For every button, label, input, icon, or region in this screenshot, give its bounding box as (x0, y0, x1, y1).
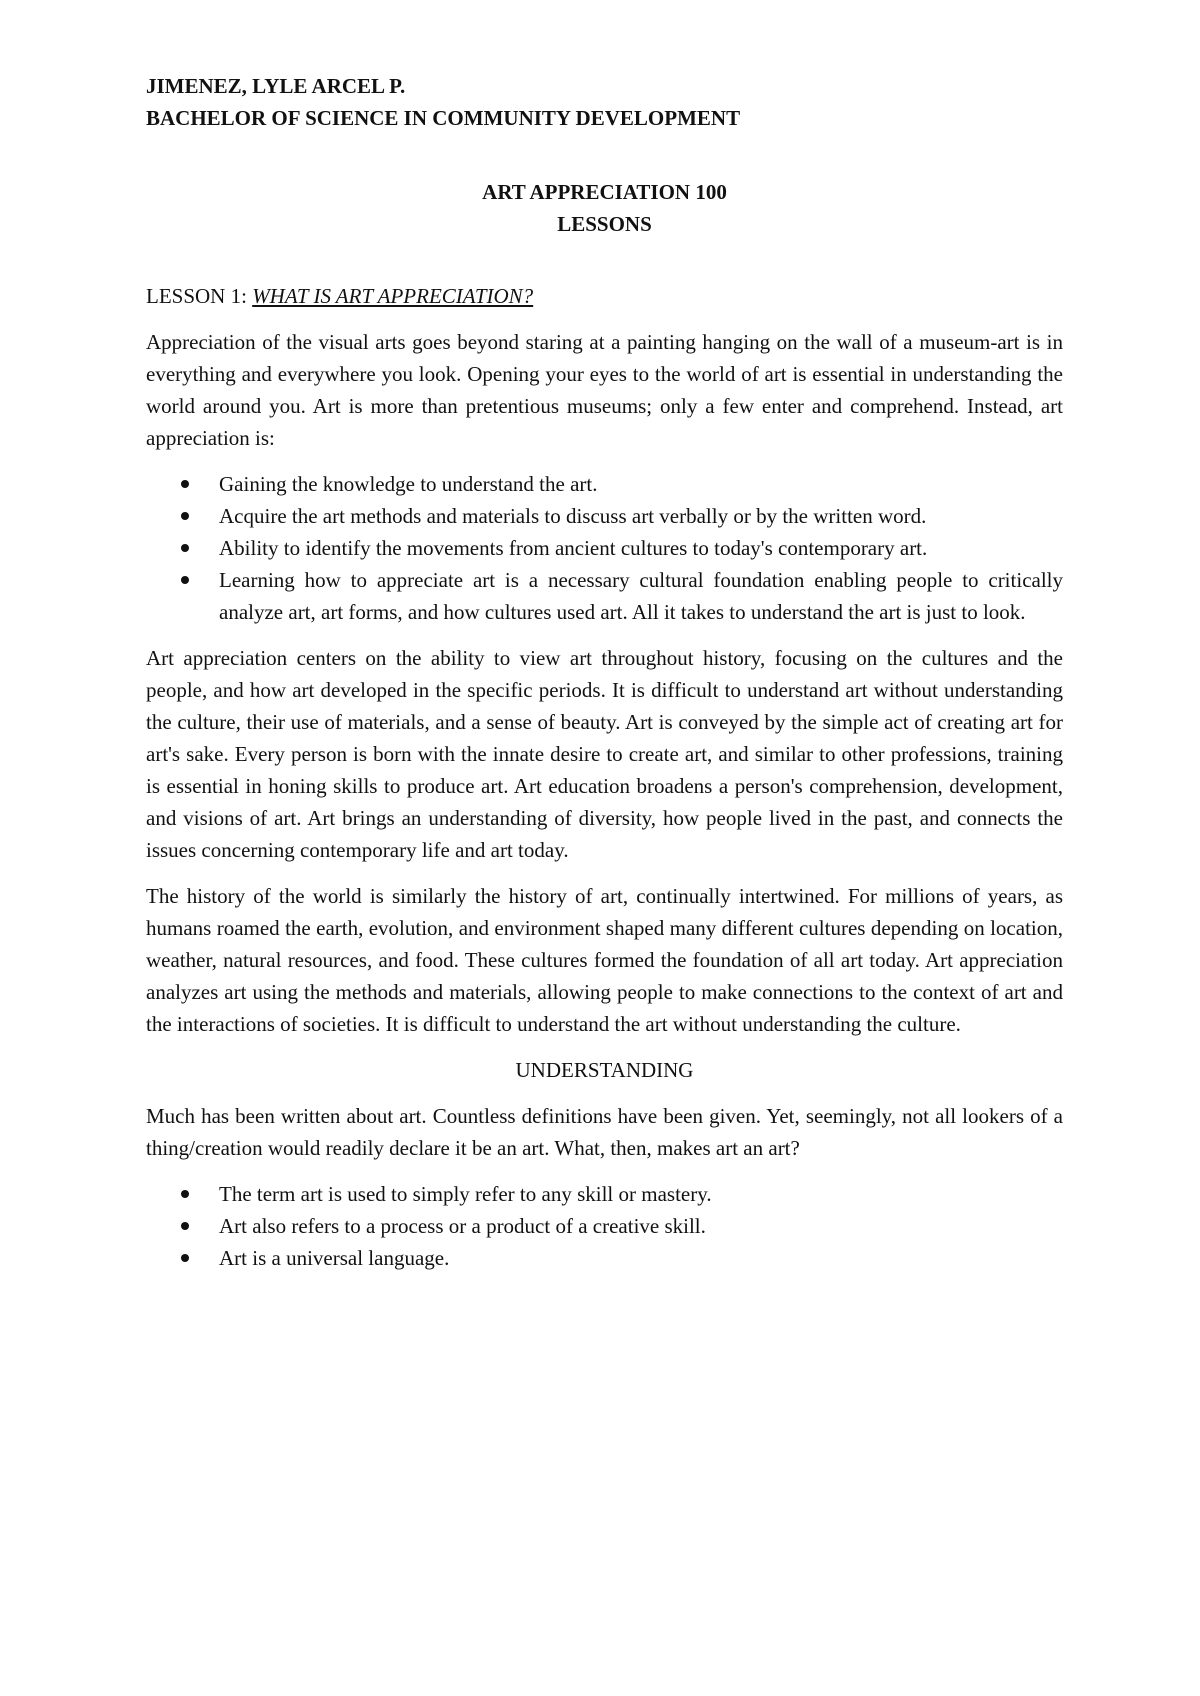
bullet-icon (181, 512, 189, 520)
bullet-icon (181, 480, 189, 488)
lesson-1-intro: Appreciation of the visual arts goes beyond staring at a painting hanging on the wall of a museum-art is in everything and everywhere you look. Opening your eyes to the world of art is essential in understanding the world around you. Art is more than pretentious museums; only a few enter and comprehend. Instead, art appreciation is: (146, 330, 1063, 450)
understanding-paragraph: Much has been written about art. Countless definitions have been given. Yet, seemingly, not all lookers of a thing/creation would readily declare it be an art. What, then, makes art an art? (146, 1104, 1063, 1160)
understanding-heading: UNDERSTANDING (515, 1058, 694, 1082)
bullet-icon (181, 1222, 189, 1230)
lesson-1-label: LESSON 1: (146, 284, 253, 308)
lesson-1-heading (146, 280, 1063, 312)
list-item: Acquire the art methods and materials to discuss art verbally or by the written word. (219, 500, 1063, 532)
lesson-1-bullet-list (146, 468, 1063, 628)
course-subtitle: LESSONS (557, 212, 652, 236)
document-page (146, 70, 1063, 1274)
list-item: Learning how to appreciate art is a necessary cultural foundation enabling people to critically analyze art, art forms, and how cultures used art. All it takes to understand the art is just to look. (219, 564, 1063, 628)
lesson-1-paragraph-3: The history of the world is similarly the history of art, continually intertwined. For millions of years, as humans roamed the earth, evolution, and environment shaped many different cultures depending on location, weather, natural resources, and food. These cultures formed the foundation of all art today. Art appreciation analyzes art using the methods and materials, allowing people to make connections to the context of art and the interactions of societies. It is difficult to understand the art without understanding the culture. (146, 884, 1063, 1036)
lesson-1-topic: WHAT IS ART APPRECIATION? (252, 284, 534, 308)
author-name: JIMENEZ, LYLE ARCEL P. (146, 74, 406, 98)
title-block (146, 176, 1063, 240)
list-item: Art also refers to a process or a product of a creative skill. (219, 1210, 1063, 1242)
bullet-icon (181, 576, 189, 584)
course-title: ART APPRECIATION 100 (482, 180, 727, 204)
degree-program: BACHELOR OF SCIENCE IN COMMUNITY DEVELOPMENT (146, 106, 741, 130)
bullet-icon (181, 1190, 189, 1198)
list-item: The term art is used to simply refer to any skill or mastery. (219, 1178, 1063, 1210)
lesson-1-paragraph-2: Art appreciation centers on the ability to view art throughout history, focusing on the cultures and the people, and how art developed in the specific periods. It is difficult to understand art without understanding the culture, their use of materials, and a sense of beauty. Art is conveyed by the simple act of creating art for art's sake. Every person is born with the innate desire to create art, and similar to other professions, training is essential in honing skills to produce art. Art education broadens a person's comprehension, development, and visions of art. Art brings an understanding of diversity, how people lived in the past, and connects the issues concerning contemporary life and art today. (146, 646, 1063, 862)
list-item: Ability to identify the movements from ancient cultures to today's contemporary art. (219, 532, 1063, 564)
list-item: Gaining the knowledge to understand the art. (219, 468, 1063, 500)
bullet-icon (181, 1254, 189, 1262)
list-item: Art is a universal language. (219, 1242, 1063, 1274)
bullet-icon (181, 544, 189, 552)
understanding-bullet-list (146, 1178, 1063, 1274)
